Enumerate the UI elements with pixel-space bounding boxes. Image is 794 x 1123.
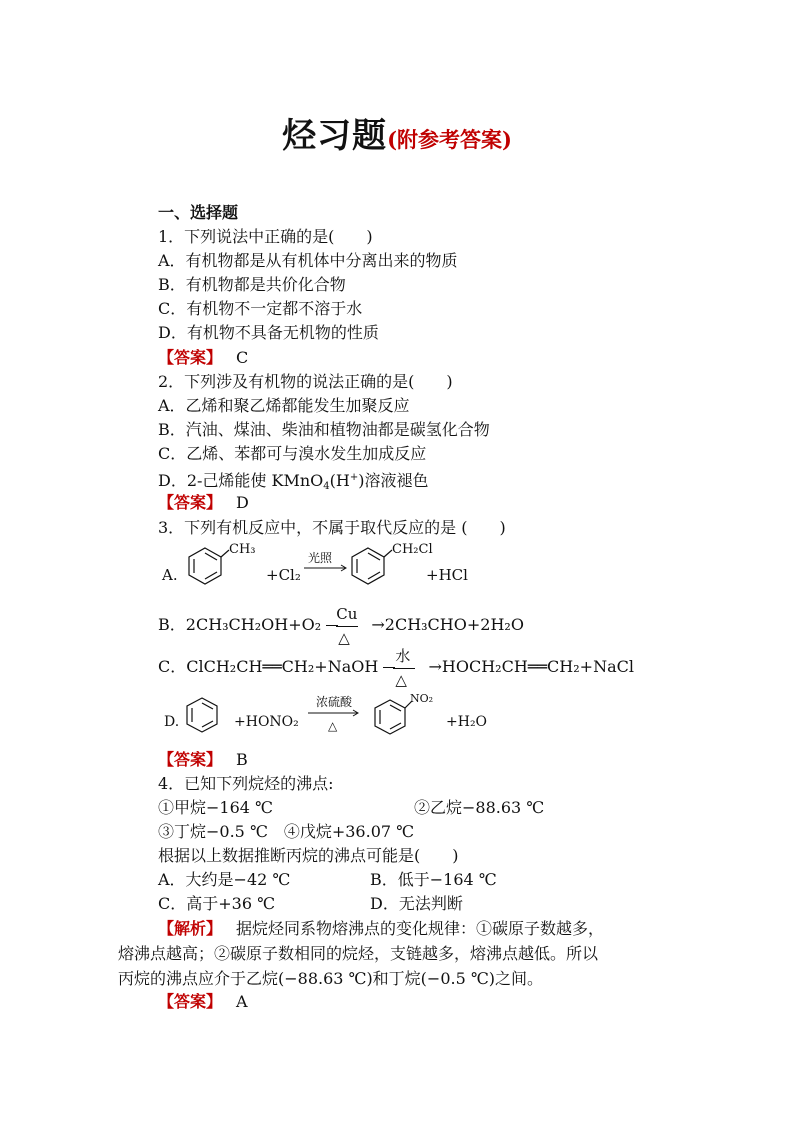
q3-b-cond-top: Cu [336,604,358,623]
q3-b-right: →2CH₃CHO+2H₂O [371,615,524,634]
q3-answer-label: 【答案】 [158,750,223,769]
benzene-ring-icon [187,698,217,732]
q1-option-b: B．有机物都是共价化合物 [158,275,346,294]
q3-b-label: B． [158,615,186,634]
q3-answer [158,749,248,771]
q4-analysis-line-1: 据烷烃同系物熔沸点的变化规律：①碳原子数越多， [236,919,605,938]
q3-c-cond-bottom: △ [395,670,407,689]
q3-d-plus-hono2: +HONO₂ [234,714,299,730]
benzene-ring-icon [189,548,229,584]
q4-analysis-line-3: 丙烷的沸点应介于乙烷(−88.63 ℃)和丁烷(−0.5 ℃)之间。 [118,969,544,988]
q4-item-2: ②乙烷−88.63 ℃ [414,798,545,817]
q3-b-cond-bottom: △ [338,628,350,647]
q2-option-b: B．汽油、煤油、柴油和植物油都是碳氢化合物 [158,420,490,439]
q4-analysis-label: 【解析】 [158,919,223,938]
q1-answer-label: 【答案】 [158,348,223,367]
q3-c-label: C． [158,657,187,676]
q1-option-c: C．有机物不一定都不溶于水 [158,299,363,318]
q3-b-condition-arrow [326,604,366,647]
q3-b-left: 2CH₃CH₂OH+O₂ [185,615,322,634]
q4-ask: 根据以上数据推断丙烷的沸点可能是( ) [158,846,459,865]
q2-d-prefix: D．2-己烯能使 KMnO [158,471,324,490]
q3-a-plus-hcl: +HCl [426,566,468,584]
q3-option-b [158,604,524,647]
q2-d-mid: (H [329,471,350,490]
q3-answer-value: B [236,750,248,769]
q4-option-b: B．低于−164 ℃ [370,870,497,889]
q3-option-c [158,646,634,689]
q4-stem: 4．已知下列烷烃的沸点: [158,774,334,793]
q1-stem: 1．下列说法中正确的是( ) [158,227,373,246]
q1-answer-value: C [236,348,249,367]
q4-analysis [118,916,678,991]
q3-a-condition: 光照 [308,551,333,565]
q2-d-suffix: )溶液褪色 [358,471,429,490]
q2-stem: 2．下列涉及有机物的说法正确的是( ) [158,372,453,391]
q3-d-plus-h2o: +H₂O [446,714,488,730]
q4-analysis-line-2: 熔沸点越高；②碳原子数相同的烷烃，支链越多，熔沸点越低。所以 [118,944,599,963]
q3-a-substituent-1: CH₃ [229,542,256,557]
q3-stem: 3．下列有机反应中，不属于取代反应的是 ( ) [158,518,506,537]
benzene-ring-icon [375,700,412,734]
q3-d-cond-bottom: △ [328,719,338,733]
q4-option-c: C．高于+36 ℃ [158,894,275,913]
q4-item-4: ④戊烷+36.07 ℃ [283,822,415,841]
q4-item-3-4 [158,821,414,843]
q2-option-a: A．乙烯和聚乙烯都能发生加聚反应 [158,396,410,415]
q3-d-label: D. [164,714,180,730]
q1-option-a: A．有机物都是从有机体中分离出来的物质 [158,251,458,270]
q3-a-plus-cl2: +Cl₂ [266,566,301,584]
page-title [0,108,794,157]
q2-option-c: C．乙烯、苯都可与溴水发生加成反应 [158,444,427,463]
q4-option-d: D．无法判断 [370,894,463,913]
q1-option-d: D．有机物不具备无机物的性质 [158,323,379,342]
q4-answer [158,991,248,1013]
q2-d-sup: + [349,472,359,483]
q1-answer [158,347,248,369]
benzene-ring-icon [352,548,392,584]
q4-item-1: ①甲烷−164 ℃ [158,798,273,817]
q4-item-3: ③丁烷−0.5 ℃ [158,822,268,841]
q3-c-condition-arrow [383,646,423,689]
q4-option-a: A．大约是−42 ℃ [158,870,291,889]
q2-answer-value: D [236,493,249,512]
q3-c-left: ClCH₂CH══CH₂+NaOH [186,657,379,676]
q3-c-right: →HOCH₂CH══CH₂+NaCl [428,657,634,676]
section-heading: 一、选择题 [158,203,239,222]
q2-d-sub: 4 [323,481,330,492]
q3-d-substituent: NO₂ [410,692,434,705]
q3-d-cond-top: 浓硫酸 [316,695,353,709]
title-sub: (附参考答案) [387,127,512,152]
q3-option-d-equation [158,690,518,750]
q3-c-cond-top: 水 [395,646,411,665]
q3-a-label: A. [162,566,178,584]
q2-answer-label: 【答案】 [158,493,223,512]
q4-answer-label: 【答案】 [158,992,223,1011]
q3-a-substituent-2: CH₂Cl [392,542,433,557]
q4-answer-value: A [236,992,248,1011]
q2-answer [158,492,249,514]
q3-option-a-equation [158,540,498,602]
title-main: 烃习题 [282,116,388,156]
